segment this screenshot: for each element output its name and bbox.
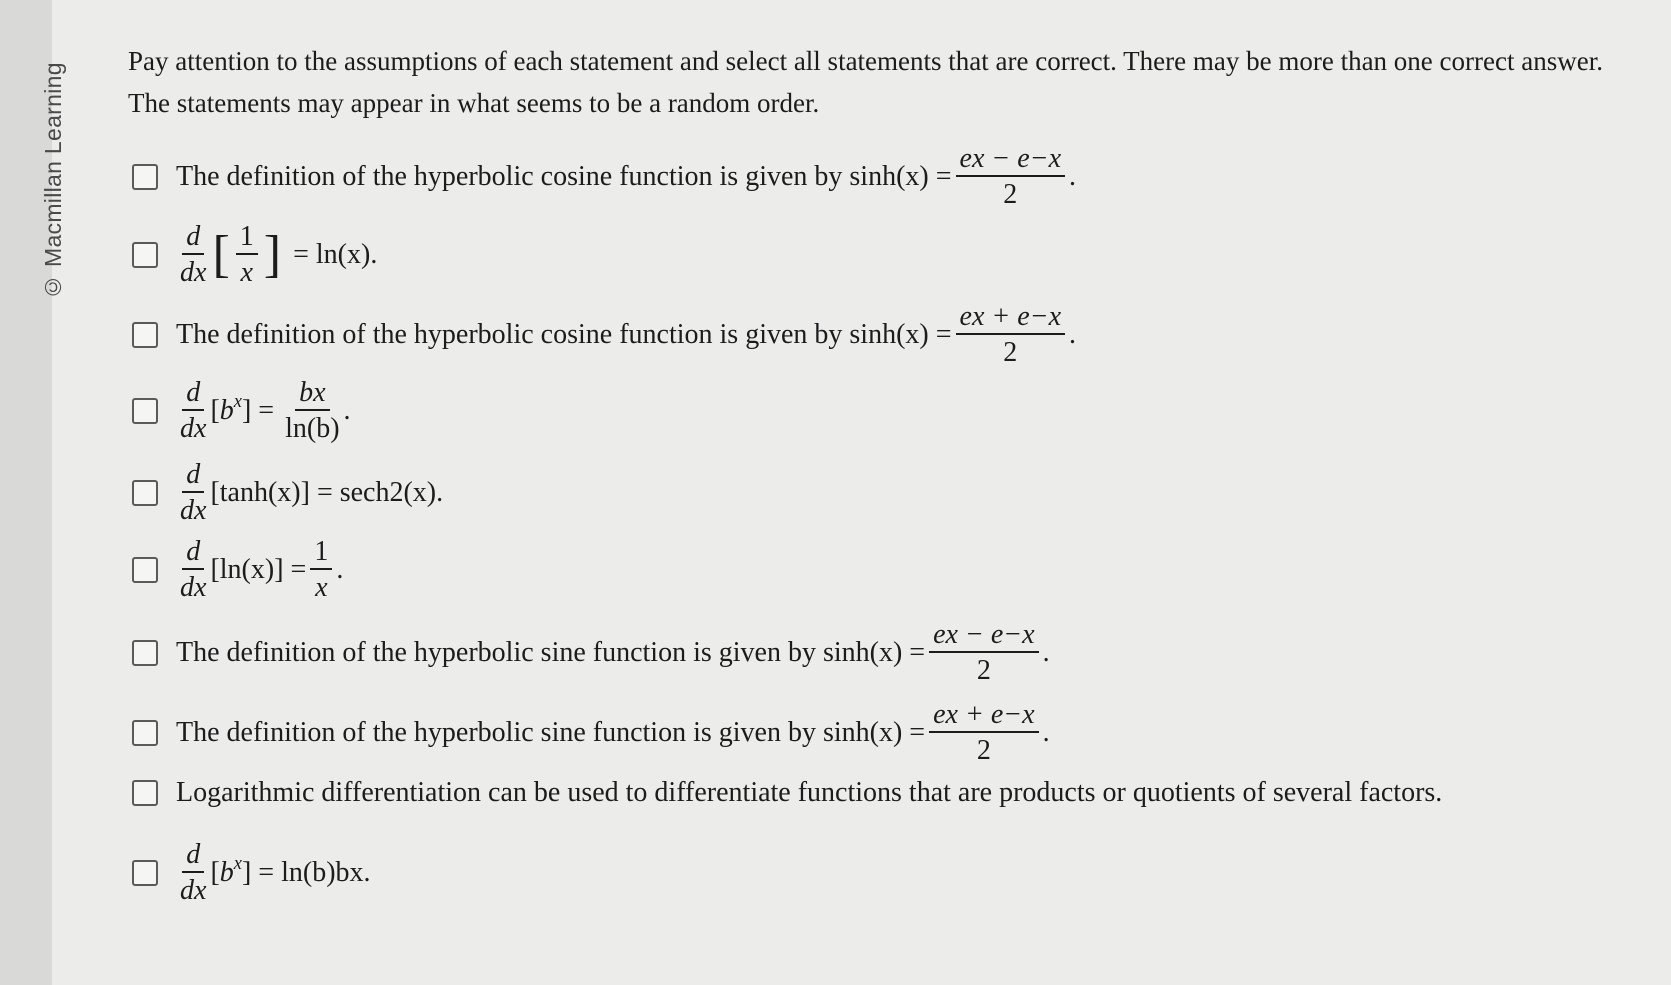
option-6-rhs-fraction: $\frac{1}{x}$ [310, 537, 332, 603]
option-9[interactable] [132, 777, 1442, 809]
option-9-statement: Logarithmic differentiation can be used to differentiate functions that are products or quotients of several factors. [176, 777, 1443, 808]
option-1-statement: The definition of the hyperbolic cosine function is given by sinh(x) = $\frac{ex - e-x}{2}$ . [176, 143, 1077, 211]
derivative-operator: $\frac{d}{dx}$ [180, 377, 207, 445]
option-6-checkbox[interactable] [132, 557, 158, 583]
option-4[interactable] [132, 378, 351, 444]
left-bracket: [ [212, 225, 230, 283]
option-3-statement: The definition of the hyperbolic cosine function is given by sinh(x) = $\frac{ex + e-x}{2}$ . [176, 301, 1077, 369]
option-3-fraction: $\frac{ex + e-x}{2}$ [956, 302, 1066, 368]
option-3[interactable] [132, 302, 1076, 368]
question-prompt: Pay attention to the assumptions of each statement and select all statements that are correct. There may be more than one correct answer. The statements may appear in what seems to be a random order. [128, 46, 1603, 118]
copyright-watermark: © Macmillan Learning [40, 62, 66, 300]
derivative-operator: $\frac{d}{dx}$ [180, 221, 207, 289]
option-2-inner-fraction: $\frac{1}{x}$ [236, 222, 258, 288]
option-8-fraction: $\frac{ex + e-x}{2}$ [929, 700, 1039, 766]
option-4-checkbox[interactable] [132, 398, 158, 424]
option-3-checkbox[interactable] [132, 322, 158, 348]
option-1-fraction: $\frac{ex - e-x}{2}$ [956, 144, 1066, 210]
derivative-operator: $\frac{d}{dx}$ [180, 839, 207, 907]
derivative-operator: $\frac{d}{dx}$ [180, 459, 207, 527]
option-7[interactable] [132, 620, 1050, 686]
option-8-statement: The definition of the hyperbolic sine function is given by sinh(x) = $\frac{ex + e-x}{2}$ . [176, 699, 1050, 767]
option-5[interactable] [132, 460, 443, 526]
option-2[interactable] [132, 222, 377, 288]
option-5-statement: $\frac{d}{dx}$ [tanh(x)] = sech2(x). [180, 459, 444, 527]
option-2-statement: $\frac{d}{dx}$ [ $\frac{1}{x}$ ] = ln(x). [180, 221, 378, 289]
option-1[interactable] [132, 144, 1076, 210]
option-5-checkbox[interactable] [132, 480, 158, 506]
option-10-statement: $\frac{d}{dx}$ $[b^x]$ = ln(b)bx. [180, 839, 371, 907]
option-4-rhs-fraction: $\frac{bx}{\ln(b)}$ [285, 377, 340, 445]
right-bracket: ] [263, 225, 282, 283]
option-10-checkbox[interactable] [132, 860, 158, 886]
derivative-operator: $\frac{d}{dx}$ [180, 536, 207, 604]
option-2-checkbox[interactable] [132, 242, 158, 268]
option-8[interactable] [132, 700, 1050, 766]
option-9-checkbox[interactable] [132, 780, 158, 806]
option-8-checkbox[interactable] [132, 720, 158, 746]
option-7-statement: The definition of the hyperbolic sine function is given by sinh(x) = $\frac{ex - e-x}{2}$ . [176, 619, 1050, 687]
option-6-statement: $\frac{d}{dx}$ [ln(x)] = $\frac{1}{x}$ . [180, 536, 344, 604]
option-7-fraction: $\frac{ex - e-x}{2}$ [929, 620, 1039, 686]
option-1-checkbox[interactable] [132, 164, 158, 190]
option-7-checkbox[interactable] [132, 640, 158, 666]
option-10[interactable] [132, 840, 371, 906]
option-6[interactable] [132, 537, 343, 603]
option-4-statement: $\frac{d}{dx}$ $[b^x]$ = $\frac{bx}{\ln(b)}$ . [180, 377, 351, 445]
